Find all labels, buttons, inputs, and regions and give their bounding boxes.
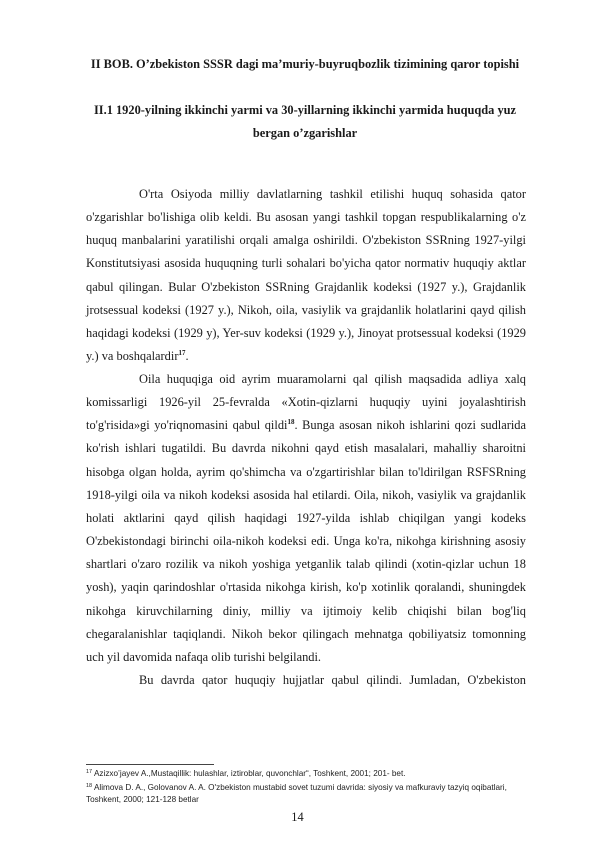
paragraph-2 (86, 368, 526, 669)
paragraph-2-text-rest: . Bunga asosan nikoh ishlarini qozi sudlarida ko'rish ishlari tugatildi. Bu davrda nikohni qayd etish masalalari, mahalliy sharoitni hisobga olgan holda, ayrim qo'shimcha va o'zgartirishlar bilan to'ldirilgan RSFSRning 1918-yilgi oila va nikoh kodeksi asosida hal etilardi. Oila, nikoh, vasiylik va grajdanlik holati aktlarini qayd qilish haqidagi 1927-yilda ishlab chiqilgan yangi kodeks O'zbekistondagi birinchi oila-nikoh kodeksi edi. Unga ko'ra, nikohga kirishning asosiy shartlari o'zaro rozilik va nikoh yoshiga yetganlik talab qilindi (xotin-qizlar uchun 18 yosh), yaqin qarindoshlar o'rtasida nikohga kirish, ko'p xotinlik qoralandi, shuningdek nikohga kiruvchilarning diniy, milliy va ijtimoiy kelib chiqishi bilan bog'liq chegaralanishlar taqiqlandi. Nikoh bekor qilingach mehnatga qobiliyatsiz tomonning uch yil davomida nafaqa olib turishi belgilandi. (86, 418, 526, 664)
chapter-heading: II BOB. O’zbekiston SSSR dagi ma’muriy-buyruqbozlik tizimining qaror topishi (90, 57, 520, 71)
footnote-17-text: Azizxo’jayev A.,Mustaqillik: hulashlar, iztiroblar, quvonchlar“, Toshkent, 2001; 201- bet. (92, 769, 406, 778)
footnote-ref-18[interactable]: 18 (287, 418, 295, 427)
paragraph-3 (86, 669, 526, 692)
paragraph-1 (86, 183, 526, 368)
footnote-18-text: Alimova D. A., Golovanov A. A. O'zbekiston mustabid sovet tuzumi davrida: siyosiy va mafkuraviy tazyiq oqibatlari, Toshkent, 2000; 121-128 betlar (86, 783, 507, 804)
paragraph-3-text: Bu davrda qator huquqiy hujjatlar qabul qilindi. Jumladan, O'zbekiston (139, 673, 526, 687)
paragraph-1-end: . (185, 349, 189, 364)
section-heading: II.1 1920-yilning ikkinchi yarmi va 30-yillarning ikkinchi yarmida huquqda yuz bergan o’zgarishlar (93, 103, 517, 140)
page-number: 14 (291, 810, 304, 824)
footnote-18-number: 18 (86, 783, 93, 789)
footnote-ref-17[interactable]: 17 (178, 349, 186, 358)
footnote-17-number: 17 (86, 769, 93, 775)
paragraph-2-text-start: Oila huquqiga oid ayrim muaramolarni qal qilish maqsadida adliya xalq komissarligi 1926-yil 25-fevralda «Xotin-qizlarni huquqiy uyini joyalashtirish to'g'risida»gi yo'riqnomasini qabul qildi (86, 372, 526, 433)
footnote-18 (86, 782, 526, 805)
paragraph-1-text: O'rta Osiyoda milliy davlatlarning tashkil etilishi huquq sohasida qator o'zgarishlar bo'lishiga olib keldi. Bu asosan yangi tashkil topgan respublikalarning o'z huquq manbalarini yaratilishi orqali amalga oshirildi. O'zbekiston SSRning 1927-yilgi Konstitutsiyasi asosida huquqning turli sohalari bo'yicha qator normativ huquqiy aktlar qabul qilingan. Bular O'zbekiston SSRning Grajdanlik kodeksi (1927 y.), Grajdanlik jrotsessual kodeksi (1927 y.), Nikoh, oila, vasiylik va grajdanlik holatlarini qayd qilish haqidagi kodeksi (1929 y), Yer-suv kodeksi (1929 y.), Jinoyat protsessual kodeksi (1929 y.) va boshqalardir (86, 187, 526, 364)
footnote-separator (86, 764, 214, 765)
footnote-17 (86, 768, 526, 780)
